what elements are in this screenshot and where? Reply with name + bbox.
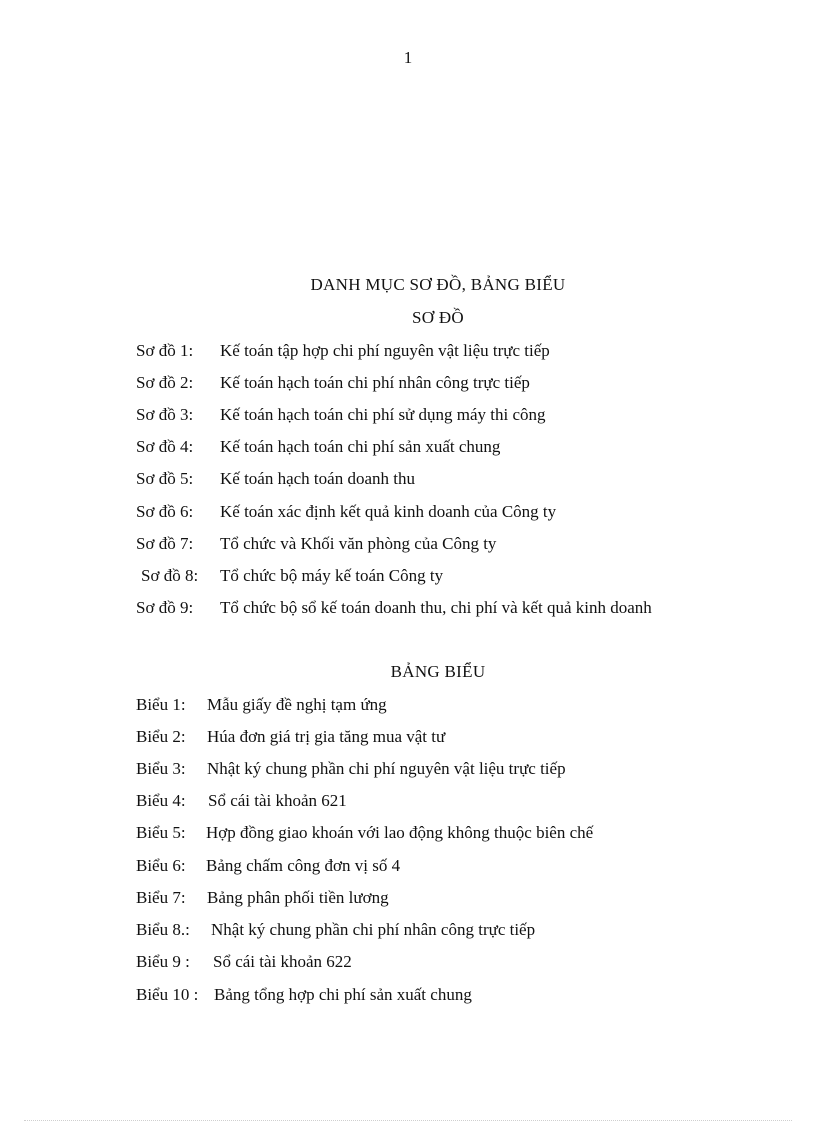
bangbieu-item-label: Biểu 7: [136, 888, 186, 907]
sodo-section-heading: SƠ ĐỒ [411, 308, 465, 327]
sodo-item-label: Sơ đồ 4: [136, 437, 194, 456]
sodo-item-text: Tổ chức bộ máy kế toán Công ty [220, 566, 444, 585]
sodo-item-text: Kế toán hạch toán doanh thu [220, 469, 415, 488]
sodo-item-label: Sơ đồ 8: [141, 566, 199, 585]
sodo-item-text: Kế toán hạch toán chi phí nhân công trực tiếp [220, 373, 530, 392]
bangbieu-item-label: Biểu 1: [136, 695, 186, 714]
page-bottom-divider [24, 1120, 792, 1121]
sodo-item-label: Sơ đồ 5: [136, 469, 194, 488]
sodo-item-label: Sơ đồ 6: [136, 502, 194, 521]
bangbieu-item-label: Biểu 8.: [136, 920, 190, 939]
sodo-item-text: Kế toán tập hợp chi phí nguyên vật liệu trực tiếp [220, 341, 550, 360]
bangbieu-item-text: Bảng tổng hợp chi phí sản xuất chung [214, 985, 472, 1004]
bangbieu-item-text: Húa đơn giá trị gia tăng mua vật tư [207, 727, 446, 746]
document-title: DANH MỤC SƠ ĐỒ, BẢNG BIỂU [310, 275, 566, 294]
bangbieu-item-text: Sổ cái tài khoản 622 [213, 952, 352, 971]
bangbieu-item-label: Biểu 5: [136, 823, 186, 842]
bangbieu-item-text: Mẫu giấy đề nghị tạm ứng [207, 695, 387, 714]
bangbieu-item-label: Biểu 6: [136, 856, 186, 875]
sodo-item-label: Sơ đồ 9: [136, 598, 194, 617]
page-number: 1 [403, 48, 413, 67]
bangbieu-item-text: Bảng chấm công đơn vị số 4 [206, 856, 401, 875]
bangbieu-item-label: Biểu 9 : [136, 952, 190, 971]
sodo-item-text: Kế toán hạch toán chi phí sử dụng máy thi công [220, 405, 546, 424]
sodo-item-label: Sơ đồ 2: [136, 373, 194, 392]
sodo-item-text: Tổ chức bộ sổ kế toán doanh thu, chi phí và kết quả kinh doanh [220, 598, 652, 617]
bangbieu-section-heading: BẢNG BIỂU [390, 662, 486, 681]
bangbieu-item-label: Biểu 2: [136, 727, 186, 746]
sodo-item-text: Tổ chức và Khối văn phòng của Công ty [220, 534, 497, 553]
bangbieu-item-text: Hợp đồng giao khoán với lao động không thuộc biên chế [206, 823, 594, 842]
bangbieu-item-text: Nhật ký chung phần chi phí nguyên vật liệu trực tiếp [207, 759, 566, 778]
sodo-item-text: Kế toán xác định kết quả kinh doanh của Công ty [220, 502, 557, 521]
sodo-item-label: Sơ đồ 1: [136, 341, 194, 360]
sodo-item-text: Kế toán hạch toán chi phí sản xuất chung [220, 437, 501, 456]
bangbieu-item-text: Sổ cái tài khoản 621 [208, 791, 347, 810]
sodo-item-label: Sơ đồ 3: [136, 405, 194, 424]
bangbieu-item-label: Biểu 3: [136, 759, 186, 778]
bangbieu-item-label: Biểu 10 : [136, 985, 199, 1004]
bangbieu-item-label: Biểu 4: [136, 791, 186, 810]
bangbieu-item-text: Bảng phân phối tiền lương [207, 888, 389, 907]
sodo-item-label: Sơ đồ 7: [136, 534, 194, 553]
bangbieu-item-text: Nhật ký chung phần chi phí nhân công trực tiếp [211, 920, 536, 939]
